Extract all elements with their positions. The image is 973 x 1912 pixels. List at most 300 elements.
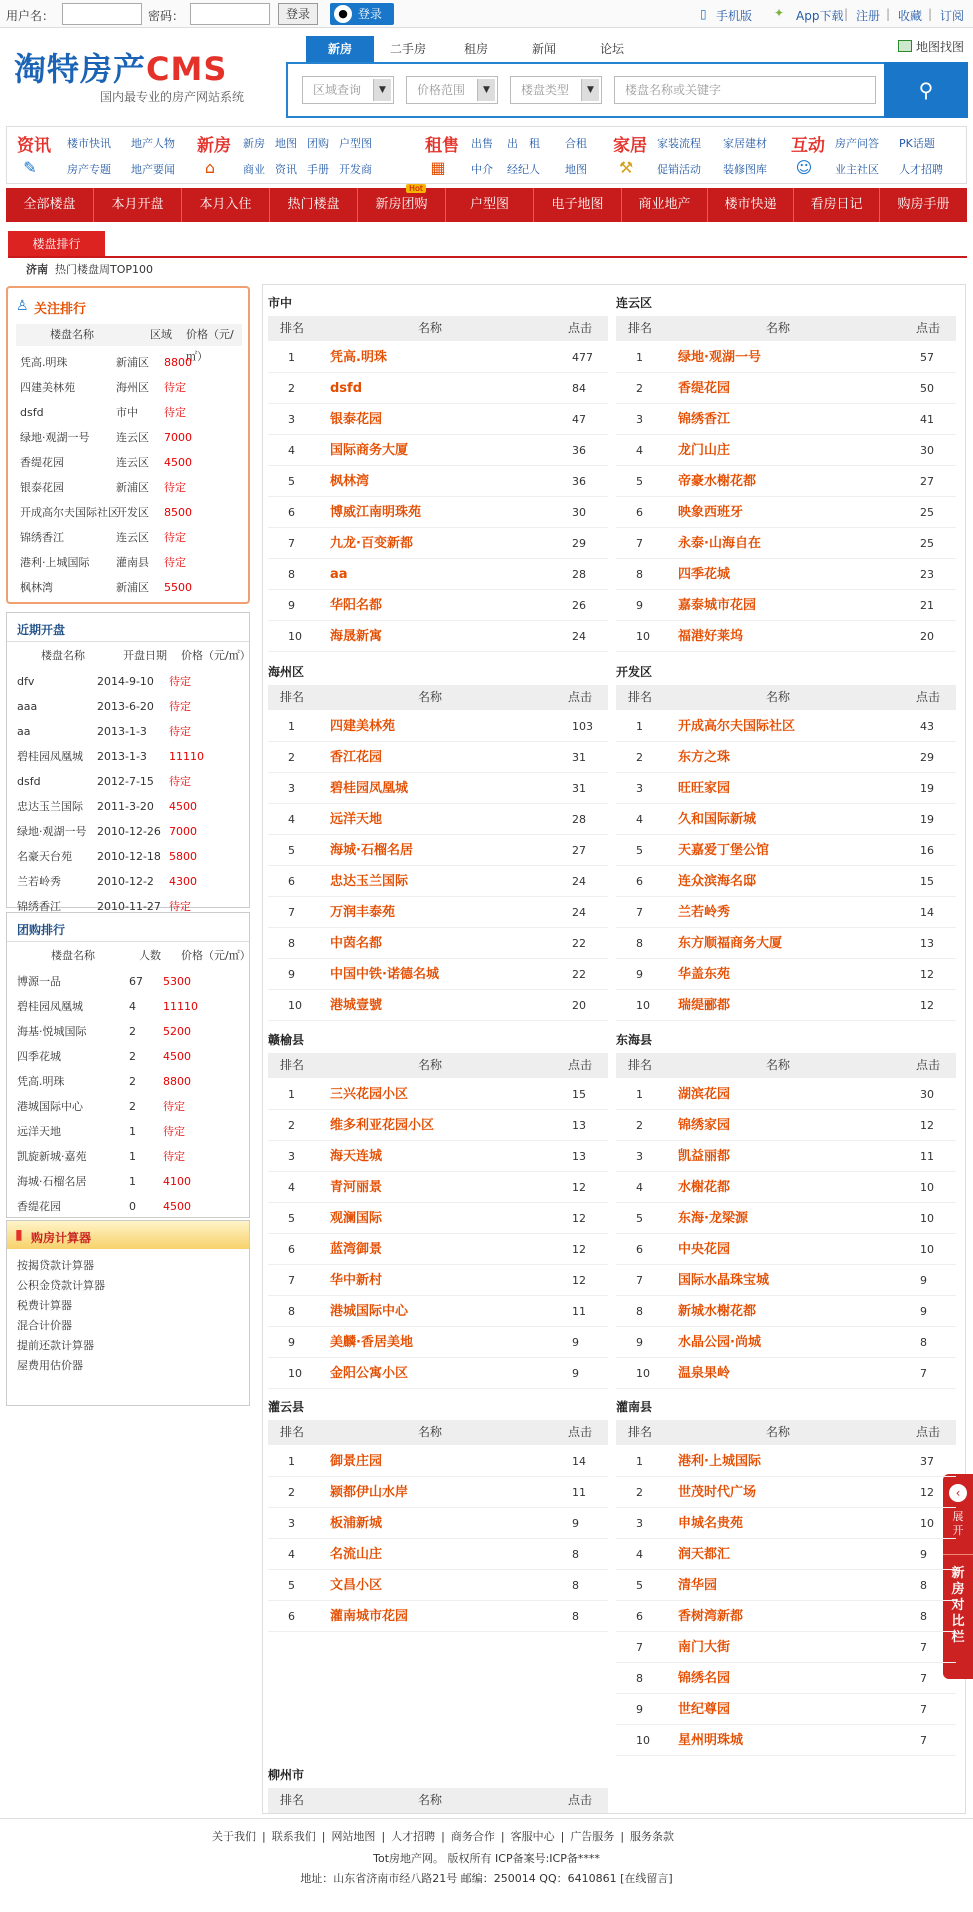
project-name-link[interactable]: 锦绣香江	[678, 412, 731, 427]
menu-item[interactable]: 购房手册	[897, 197, 950, 212]
project-name-link[interactable]: 帝豪水榭花都	[678, 474, 757, 489]
table-row[interactable]	[616, 497, 956, 528]
table-row[interactable]	[616, 804, 956, 835]
footer-link[interactable]: 关于我们	[212, 1830, 256, 1843]
footer-link[interactable]: 客服中心	[510, 1830, 555, 1843]
cat-interact-title[interactable]: 互动	[791, 136, 825, 156]
project-name-link[interactable]: 港城壹號	[330, 998, 383, 1013]
cat-link[interactable]: 出售	[471, 137, 493, 150]
table-row[interactable]	[268, 1601, 608, 1632]
project-name[interactable]: 枫林湾	[20, 581, 53, 594]
cat-link[interactable]: 业主社区	[835, 163, 879, 176]
table-row[interactable]	[268, 804, 608, 835]
project-name[interactable]: 绿地·观湖一号	[20, 431, 90, 444]
table-row[interactable]	[268, 497, 608, 528]
project-name-link[interactable]: 国际商务大厦	[330, 443, 409, 458]
password-input[interactable]	[190, 3, 270, 25]
table-row[interactable]	[268, 1296, 608, 1327]
project-name[interactable]: 四建美林苑	[20, 381, 75, 394]
project-name-link[interactable]: 青河丽景	[330, 1180, 383, 1195]
footer-link[interactable]: 人才招聘	[391, 1830, 436, 1843]
table-row[interactable]	[616, 1172, 956, 1203]
list-item[interactable]	[14, 425, 244, 450]
project-name-link[interactable]: 星州明珠城	[678, 1733, 744, 1748]
project-name-link[interactable]: 香缇花园	[678, 381, 731, 396]
search-button[interactable]	[884, 62, 968, 118]
table-row[interactable]	[616, 1539, 956, 1570]
list-item[interactable]	[13, 744, 243, 769]
list-item[interactable]	[13, 844, 243, 869]
project-name-link[interactable]: 瑞缇郦都	[678, 998, 731, 1013]
table-row[interactable]	[268, 835, 608, 866]
project-name[interactable]: 四季花城	[17, 1050, 61, 1063]
table-row[interactable]	[268, 435, 608, 466]
project-name[interactable]: 锦绣香江	[17, 900, 61, 913]
project-name-link[interactable]: 忠达玉兰国际	[330, 874, 409, 889]
table-row[interactable]	[268, 1508, 608, 1539]
qq-login-button[interactable]	[330, 3, 394, 25]
separator: |	[560, 1830, 565, 1843]
menu-item[interactable]: 本月入住	[182, 188, 270, 222]
footer-link[interactable]: 广告服务	[570, 1830, 615, 1843]
cat-link[interactable]: 装修图库	[723, 163, 767, 176]
list-item[interactable]	[13, 1144, 243, 1169]
table-row[interactable]	[268, 559, 608, 590]
list-item[interactable]	[14, 575, 244, 600]
table-row[interactable]	[268, 1358, 608, 1389]
table-row[interactable]	[616, 1632, 956, 1663]
project-name[interactable]: 凯旋新城·嘉苑	[17, 1150, 87, 1163]
cat-link[interactable]: 人才招聘	[899, 163, 943, 176]
table-row[interactable]	[616, 1601, 956, 1632]
table-row[interactable]	[616, 1265, 956, 1296]
table-row[interactable]	[616, 866, 956, 897]
project-name[interactable]: 博源一品	[17, 975, 61, 988]
table-row[interactable]	[268, 1110, 608, 1141]
list-item[interactable]	[13, 669, 243, 694]
project-name-link[interactable]: 南门大街	[678, 1640, 731, 1655]
table-row[interactable]	[616, 1110, 956, 1141]
cat-link[interactable]: 开发商	[339, 163, 372, 176]
cat-rent-title[interactable]: 租售	[425, 136, 459, 156]
rank-number: 3	[636, 782, 643, 795]
list-item[interactable]	[13, 869, 243, 894]
table-row[interactable]	[616, 1663, 956, 1694]
footer-link[interactable]: 联系我们	[271, 1830, 316, 1843]
list-item[interactable]	[13, 719, 243, 744]
project-name[interactable]: 港利·上城国际	[20, 556, 90, 569]
project-name-link[interactable]: 世纪尊园	[678, 1702, 731, 1717]
project-name-link[interactable]: 美麟·香居美地	[330, 1335, 413, 1350]
expand-label[interactable]: 展开	[952, 1510, 964, 1537]
cat-link[interactable]: 地产要闻	[131, 163, 175, 176]
menu-item[interactable]: 电子地图	[534, 188, 622, 222]
project-name[interactable]: 凭高.明珠	[20, 356, 68, 369]
calc-link[interactable]: 屋费用估价器	[17, 1359, 83, 1372]
table-row[interactable]	[616, 435, 956, 466]
project-name-link[interactable]: 锦绣名园	[678, 1671, 731, 1686]
list-item[interactable]	[14, 350, 244, 375]
project-name-link[interactable]: 连众滨海名邸	[678, 874, 757, 889]
table-row[interactable]	[268, 990, 608, 1021]
project-name-link[interactable]: 博威江南明珠苑	[330, 505, 422, 520]
table-row[interactable]	[268, 342, 608, 373]
list-item[interactable]	[13, 819, 243, 844]
project-name-link[interactable]: 新城水榭花都	[678, 1304, 757, 1319]
cat-link[interactable]: 促销活动	[657, 163, 701, 176]
project-name-link[interactable]: 久和国际新城	[678, 812, 757, 827]
project-name-link[interactable]: 四季花城	[678, 567, 731, 582]
project-name-link[interactable]: 凯益丽都	[678, 1149, 731, 1164]
project-name-link[interactable]: 申城名贵苑	[678, 1516, 744, 1531]
cat-link[interactable]: 家装流程	[657, 137, 701, 150]
site-logo[interactable]	[14, 44, 227, 90]
project-name-link[interactable]: 永泰·山海自在	[678, 536, 761, 551]
project-name-link[interactable]: 锦绣家园	[678, 1118, 731, 1133]
project-name[interactable]: 香缇花园	[20, 456, 64, 469]
cat-link[interactable]: 团购	[307, 137, 329, 150]
project-name-link[interactable]: 旺旺家园	[678, 781, 731, 796]
subscribe-link[interactable]: 订阅	[940, 9, 965, 23]
table-row[interactable]	[616, 1141, 956, 1172]
table-row[interactable]	[268, 959, 608, 990]
table-row[interactable]	[268, 1203, 608, 1234]
project-name-link[interactable]: 映象西班牙	[678, 505, 744, 520]
project-name-link[interactable]: 东方顺福商务大厦	[678, 936, 783, 951]
cat-link[interactable]: 房产问答	[835, 137, 879, 150]
project-name-link[interactable]: 中茵名都	[330, 936, 383, 951]
project-name-link[interactable]: 世茂时代广场	[678, 1485, 757, 1500]
click-count: 47	[572, 413, 586, 426]
table-row[interactable]	[268, 528, 608, 559]
list-item[interactable]	[14, 550, 244, 575]
cat-link[interactable]: 房产专题	[67, 163, 111, 176]
project-name-link[interactable]: 华阳名都	[330, 598, 383, 613]
table-row[interactable]	[268, 1265, 608, 1296]
list-item[interactable]	[13, 1094, 243, 1119]
project-name[interactable]: 名豪天台苑	[17, 850, 72, 863]
footer-link[interactable]: 商务合作	[450, 1830, 495, 1843]
map-search-link[interactable]: 地图找图	[916, 40, 965, 54]
project-name-link[interactable]: 御景庄园	[330, 1454, 383, 1469]
project-name[interactable]: dfv	[17, 675, 35, 688]
project-name-link[interactable]: 温泉果岭	[678, 1366, 731, 1381]
table-row[interactable]	[616, 1446, 956, 1477]
project-name[interactable]: 港城国际中心	[17, 1100, 83, 1113]
project-name-link[interactable]: 东方之珠	[678, 750, 731, 765]
cat-link[interactable]: 户型图	[339, 137, 372, 150]
project-name-link[interactable]: 嘉泰城市花园	[678, 598, 757, 613]
table-row[interactable]	[616, 373, 956, 404]
table-row[interactable]	[268, 928, 608, 959]
project-name-link[interactable]: 九龙·百变新都	[330, 536, 413, 551]
list-item[interactable]	[13, 769, 243, 794]
list-item[interactable]	[14, 525, 244, 550]
list-item[interactable]	[13, 1069, 243, 1094]
table-row[interactable]	[616, 1694, 956, 1725]
table-row[interactable]	[268, 897, 608, 928]
list-item[interactable]	[13, 1194, 243, 1219]
project-name-link[interactable]: 中国中铁·诺德名城	[330, 967, 439, 982]
cat-link[interactable]: PK话题	[899, 137, 935, 150]
table-row[interactable]	[616, 404, 956, 435]
project-name-link[interactable]: 开成高尔夫国际社区	[678, 719, 796, 734]
project-name-link[interactable]: 灌南城市花园	[330, 1609, 409, 1624]
cat-link[interactable]: 地图	[275, 137, 297, 150]
project-name-link[interactable]: 板浦新城	[330, 1516, 383, 1531]
click-count: 7	[920, 1703, 927, 1716]
menu-item[interactable]: 楼市快递	[708, 188, 794, 222]
list-item[interactable]	[13, 1019, 243, 1044]
table-row[interactable]	[616, 959, 956, 990]
table-row[interactable]	[616, 1570, 956, 1601]
cat-news-title[interactable]: 资讯	[17, 136, 51, 156]
cat-link[interactable]: 合租	[565, 137, 587, 150]
project-name-link[interactable]: 海城·石榴名居	[330, 843, 413, 858]
table-row[interactable]	[616, 559, 956, 590]
table-row[interactable]	[616, 928, 956, 959]
menu-item[interactable]: 新房团购	[358, 188, 446, 222]
project-name-link[interactable]: 水晶公园·尚城	[678, 1335, 761, 1350]
project-name[interactable]: 碧桂园凤凰城	[17, 1000, 83, 1013]
table-row[interactable]	[268, 404, 608, 435]
username-input[interactable]	[62, 3, 142, 25]
project-name-link[interactable]: 清华园	[678, 1578, 718, 1593]
project-name[interactable]: 远洋天地	[17, 1125, 61, 1138]
project-name-link[interactable]: 国际水晶珠宝城	[678, 1273, 770, 1288]
footer-link[interactable]: 网站地图	[331, 1830, 376, 1843]
login-button[interactable]: 登录	[278, 3, 318, 25]
cat-link[interactable]: 经纪人	[507, 163, 540, 176]
project-name-link[interactable]: 东海·龙梁源	[678, 1211, 748, 1226]
table-row[interactable]	[616, 742, 956, 773]
rank-number: 6	[636, 875, 643, 888]
project-name[interactable]: dsfd	[20, 406, 44, 419]
click-count: 10	[920, 1212, 934, 1225]
cat-link[interactable]: 地产人物	[131, 137, 175, 150]
project-name-link[interactable]: 银泰花园	[330, 412, 383, 427]
project-name[interactable]: 海基·悦城国际	[17, 1025, 87, 1038]
menu-item[interactable]: 热门楼盘	[270, 188, 358, 222]
project-name-link[interactable]: 水榭花都	[678, 1180, 731, 1195]
table-row[interactable]	[616, 1234, 956, 1265]
list-item[interactable]	[13, 994, 243, 1019]
table-row[interactable]	[268, 866, 608, 897]
project-name-link[interactable]: 中央花园	[678, 1242, 731, 1257]
project-name[interactable]: 兰若岭秀	[17, 875, 61, 888]
menu-item[interactable]: 全部楼盘	[6, 188, 94, 222]
project-name[interactable]: 凭高.明珠	[17, 1075, 65, 1088]
list-item[interactable]	[14, 375, 244, 400]
project-name-link[interactable]: 金阳公寓小区	[330, 1366, 409, 1381]
table-row[interactable]	[616, 528, 956, 559]
list-item[interactable]	[13, 1044, 243, 1069]
table-row[interactable]	[268, 773, 608, 804]
table-row[interactable]	[616, 1725, 956, 1756]
table-row[interactable]	[616, 621, 956, 652]
table-row[interactable]	[616, 835, 956, 866]
project-name[interactable]: 绿地·观湖一号	[17, 825, 87, 838]
table-row[interactable]	[616, 1508, 956, 1539]
table-row[interactable]	[616, 466, 956, 497]
list-item[interactable]	[14, 475, 244, 500]
cat-link[interactable]: 新房	[243, 137, 265, 150]
table-row[interactable]	[268, 373, 608, 404]
list-item[interactable]	[13, 794, 243, 819]
tab-news[interactable]: 新闻	[531, 42, 556, 56]
table-row[interactable]	[268, 742, 608, 773]
project-name-link[interactable]: 碧桂园凤凰城	[330, 781, 409, 796]
rank-number: 7	[636, 1274, 643, 1287]
project-name-link[interactable]: 福港好莱坞	[678, 629, 744, 644]
table-row[interactable]	[616, 1358, 956, 1389]
rank-tab[interactable]: 楼盘排行	[8, 231, 105, 257]
project-name-link[interactable]: 三兴花园小区	[330, 1087, 409, 1102]
calc-link[interactable]: 公积金贷款计算器	[17, 1279, 105, 1292]
footer-link[interactable]: 服务条款	[630, 1830, 675, 1843]
cat-link[interactable]: 家居建材	[723, 137, 767, 150]
table-row[interactable]	[268, 1327, 608, 1358]
project-name-link[interactable]: 维多利亚花园小区	[330, 1118, 435, 1133]
project-name-link[interactable]: 文昌小区	[330, 1578, 383, 1593]
table-row[interactable]	[616, 590, 956, 621]
cat-newhouse-title[interactable]: 新房	[197, 136, 231, 156]
table-row[interactable]	[268, 1234, 608, 1265]
app-link[interactable]: App下载	[796, 9, 844, 23]
project-name-link[interactable]: 香树湾新都	[678, 1609, 744, 1624]
project-name-link[interactable]: 湖滨花园	[678, 1087, 731, 1102]
cat-link[interactable]: 楼市快讯	[67, 137, 111, 150]
menu-item[interactable]: 看房日记	[794, 188, 880, 222]
chevron-left-icon[interactable]: ‹	[949, 1484, 967, 1502]
project-name-link[interactable]: 颍都伊山水岸	[330, 1485, 409, 1500]
project-name[interactable]: 锦绣香江	[20, 531, 64, 544]
list-item[interactable]	[14, 450, 244, 475]
table-row[interactable]	[268, 1172, 608, 1203]
project-name-link[interactable]: 绿地·观湖一号	[678, 350, 761, 365]
project-name[interactable]: 碧桂园凤凰城	[17, 750, 83, 763]
project-name[interactable]: 香缇花园	[17, 1200, 61, 1213]
project-name-link[interactable]: 天嘉爱丁堡公馆	[678, 843, 770, 858]
project-name-link[interactable]: 港利·上城国际	[678, 1454, 761, 1469]
table-row[interactable]	[268, 590, 608, 621]
price-select[interactable]	[406, 76, 498, 104]
table-row[interactable]	[616, 990, 956, 1021]
calc-link[interactable]: 税费计算器	[17, 1299, 72, 1312]
project-name-link[interactable]: 观澜国际	[330, 1211, 383, 1226]
table-row[interactable]	[616, 1327, 956, 1358]
table-row[interactable]	[616, 897, 956, 928]
calc-link[interactable]: 混合计价器	[17, 1319, 72, 1332]
type-select[interactable]	[510, 76, 602, 104]
menu-item[interactable]: 户型图	[446, 188, 534, 222]
table-row[interactable]	[616, 711, 956, 742]
calc-link[interactable]: 按揭贷款计算器	[17, 1259, 94, 1272]
project-name[interactable]: dsfd	[17, 775, 41, 788]
table-row[interactable]	[616, 773, 956, 804]
cat-link[interactable]: 商业	[243, 163, 265, 176]
project-name-link[interactable]: 名流山庄	[330, 1547, 383, 1562]
project-name[interactable]: 忠达玉兰国际	[17, 800, 83, 813]
list-item[interactable]	[13, 694, 243, 719]
project-name-link[interactable]: 龙门山庄	[678, 443, 731, 458]
project-name-link[interactable]: 蓝湾御景	[330, 1242, 383, 1257]
cat-link[interactable]: 出 租	[507, 137, 540, 150]
project-name[interactable]: 海城·石榴名居	[17, 1175, 87, 1188]
list-item[interactable]	[14, 500, 244, 525]
keyword-input[interactable]: 楼盘名称或关键字	[614, 76, 876, 104]
calc-title: 购房计算器	[31, 1231, 92, 1245]
list-item[interactable]	[13, 1169, 243, 1194]
project-name-link[interactable]: 四建美林苑	[330, 719, 396, 734]
project-name-link[interactable]: 远洋天地	[330, 812, 383, 827]
tab-secondhand[interactable]: 二手房	[389, 42, 426, 56]
register-link[interactable]: 注册	[856, 9, 881, 23]
project-name-link[interactable]: 万润丰泰苑	[330, 905, 396, 920]
project-name-link[interactable]: 枫林湾	[330, 474, 370, 489]
menu-item[interactable]: 商业地产	[622, 188, 708, 222]
list-item[interactable]	[13, 1119, 243, 1144]
project-name-link[interactable]: 海晟新寓	[330, 629, 383, 644]
table-row[interactable]	[268, 1570, 608, 1601]
project-name[interactable]: 银泰花园	[20, 481, 64, 494]
tab-newhouse[interactable]: 新房	[306, 36, 374, 62]
project-name-link[interactable]: 海天连城	[330, 1149, 383, 1164]
project-name-link[interactable]: 兰若岭秀	[678, 905, 731, 920]
project-name[interactable]: aa	[17, 725, 31, 738]
project-name-link[interactable]: 润天都汇	[678, 1547, 731, 1562]
table-row[interactable]	[268, 1446, 608, 1477]
table-row[interactable]	[616, 1296, 956, 1327]
list-item[interactable]	[13, 969, 243, 994]
project-name-link[interactable]: 华中新村	[330, 1273, 383, 1288]
menu-item[interactable]: 本月开盘	[94, 188, 182, 222]
mobile-link[interactable]: 手机版	[716, 9, 753, 23]
table-row[interactable]	[616, 1203, 956, 1234]
project-name[interactable]: 开成高尔夫国际社区	[20, 506, 119, 519]
cat-link[interactable]: 资讯	[275, 163, 297, 176]
list-item[interactable]	[14, 400, 244, 425]
cat-link[interactable]: 地图	[565, 163, 587, 176]
tab-forum[interactable]: 论坛	[599, 42, 624, 56]
project-name-link[interactable]: 凭高.明珠	[330, 350, 387, 365]
table-row[interactable]	[268, 621, 608, 652]
project-name-link[interactable]: dsfd	[330, 381, 363, 396]
cat-home-title[interactable]: 家居	[613, 136, 647, 156]
table-row[interactable]	[616, 342, 956, 373]
cat-link[interactable]: 手册	[307, 163, 329, 176]
calc-link[interactable]: 提前还款计算器	[17, 1339, 94, 1352]
table-row[interactable]	[268, 711, 608, 742]
favorite-link[interactable]: 收藏	[898, 9, 923, 23]
project-name-link[interactable]: 港城国际中心	[330, 1304, 409, 1319]
click-count: 14	[920, 906, 934, 919]
table-row[interactable]	[268, 1141, 608, 1172]
table-row[interactable]	[268, 1539, 608, 1570]
cat-link[interactable]: 中介	[471, 163, 493, 176]
project-name-link[interactable]: 香江花园	[330, 750, 383, 765]
table-row[interactable]	[268, 466, 608, 497]
region-select[interactable]	[302, 76, 394, 104]
project-name-link[interactable]: 华盖东苑	[678, 967, 731, 982]
tab-rent[interactable]: 租房	[463, 42, 488, 56]
table-row[interactable]	[268, 1079, 608, 1110]
project-name-link[interactable]: aa	[330, 567, 348, 582]
table-row[interactable]	[616, 1079, 956, 1110]
table-row[interactable]	[616, 1477, 956, 1508]
table-row[interactable]	[268, 1477, 608, 1508]
project-name[interactable]: aaa	[17, 700, 38, 713]
